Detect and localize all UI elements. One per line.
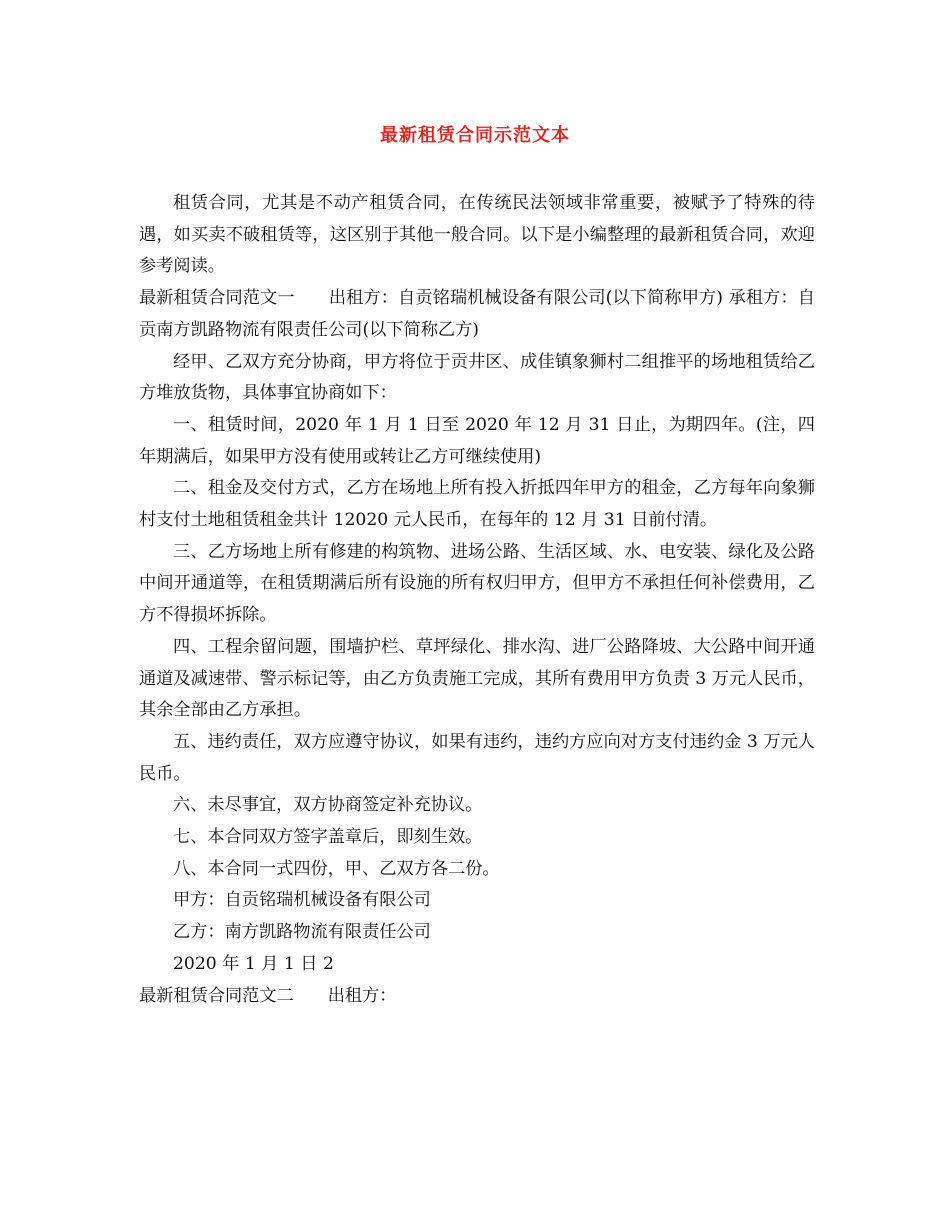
parties-text: 出租方：自贡铭瑞机械设备有限公司(以下简称甲方) 承租方：自贡南方凯路物流有限责任公司(以下简称乙方) — [139, 288, 815, 340]
clause-remaining-works: 四、工程余留问题，围墙护栏、草坪绿化、排水沟、进厂公路降坡、大公路中间开通通道及减速带、警示标记等，由乙方负责施工完成，其所有费用甲方负责 3 万元人民币，其余全部由乙方承担。 — [139, 636, 815, 721]
clause-breach-liability: 五、违约责任，双方应遵守协议，如果有违约，违约方应向对方支付违约金 3 万元人民币。 — [139, 731, 815, 784]
section-heading-two: 最新租赁合同范文二 — [139, 985, 294, 1006]
signature-party-a: 甲方：自贡铭瑞机械设备有限公司 — [173, 890, 431, 911]
signature-date: 2020 年 1 月 1 日 2 — [173, 953, 334, 974]
signature-party-b: 乙方：南方凯路物流有限责任公司 — [173, 922, 431, 943]
clause-structures-ownership: 三、乙方场地上所有修建的构筑物、进场公路、生活区域、水、电安装、绿化及公路中间开通道等，在租赁期满后所有设施的所有权归甲方，但甲方不承担任何补偿费用，乙方不得损坏拆除。 — [139, 541, 815, 626]
paragraph-negotiation: 经甲、乙双方充分协商，甲方将位于贡井区、成佳镇象狮村二组推平的场地租赁给乙方堆放货物，具体事宜协商如下： — [139, 351, 815, 404]
document-title: 最新租赁合同示范文本 — [380, 125, 570, 146]
clause-lease-term: 一、租赁时间，2020 年 1 月 1 日至 2020 年 12 月 31 日止，为期四年。(注，四年期满后，如果甲方没有使用或转让乙方可继续使用) — [139, 414, 815, 467]
document-body — [139, 188, 815, 1012]
paragraph-contract-two — [139, 981, 815, 1013]
paragraph-contract-one-parties — [139, 283, 815, 346]
section-heading-one: 最新租赁合同范文一 — [139, 288, 295, 309]
clause-copies: 八、本合同一式四份，甲、乙双方各二份。 — [173, 858, 500, 879]
clause-rent-payment: 二、租金及交付方式，乙方在场地上所有投入折抵四年甲方的租金，乙方每年向象狮村支付土地租赁租金共计 12020 元人民币，在每年的 12 月 31 日前付清。 — [139, 478, 815, 531]
clause-effectiveness: 七、本合同双方签字盖章后，即刻生效。 — [173, 827, 483, 848]
clause-supplementary: 六、未尽事宜，双方协商签定补充协议。 — [173, 795, 483, 816]
lessor-label: 出租方： — [327, 985, 397, 1006]
paragraph-intro: 租赁合同，尤其是不动产租赁合同，在传统民法领域非常重要，被赋予了特殊的待遇，如买卖不破租赁等，这区别于其他一般合同。以下是小编整理的最新租赁合同，欢迎参考阅读。 — [139, 193, 815, 277]
